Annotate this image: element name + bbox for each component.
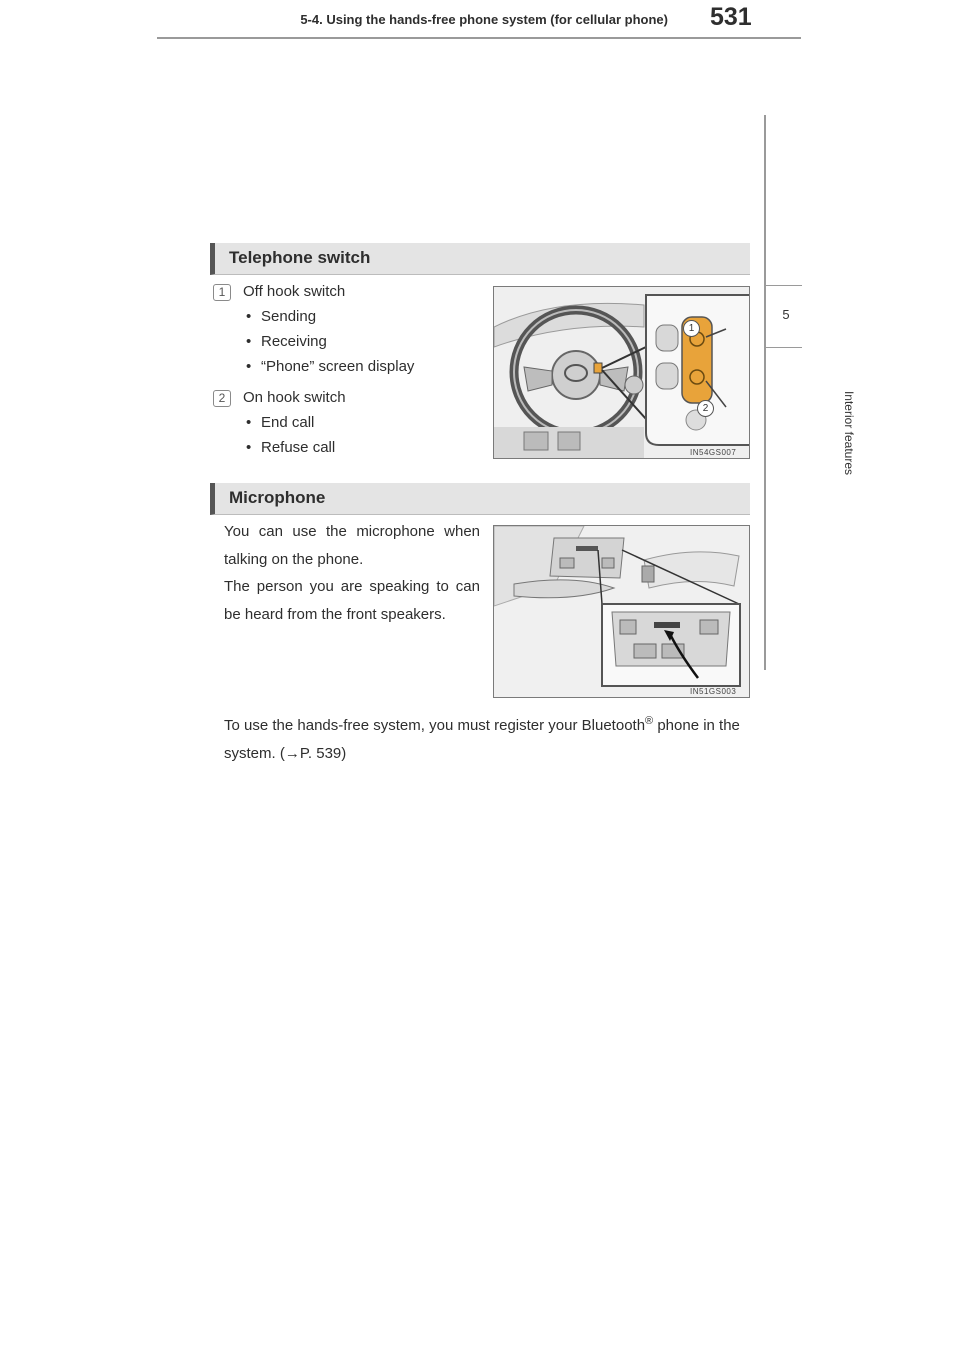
list-item: • Receiving (246, 333, 327, 350)
chapter-label-box (772, 363, 856, 503)
running-header: 5-4. Using the hands-free phone system (for cellular phone) (300, 12, 668, 27)
header-rule (157, 37, 801, 39)
figure-code: IN54GS007 (690, 448, 737, 457)
overhead-console-illustration (494, 526, 750, 698)
chapter-number: 5 (782, 307, 790, 322)
microphone-paragraph-1: You can use the microphone when talking on the phone. (224, 523, 480, 568)
chapter-side-tab (764, 115, 856, 670)
item-title-on-hook: On hook switch (243, 389, 346, 406)
figure-callout-1: 1 (683, 320, 700, 337)
note-text-end: phone in the system. (→P. 539) (224, 717, 740, 762)
item-title-off-hook: Off hook switch (243, 283, 346, 300)
list-item: • Refuse call (246, 439, 335, 456)
side-rule (764, 115, 766, 670)
steering-wheel-figure (493, 286, 750, 459)
figure-callout-2: 2 (697, 400, 714, 417)
page-number: 531 (710, 3, 752, 31)
callout-2: 2 (213, 390, 231, 407)
callout-1: 1 (213, 284, 231, 301)
side-rule-bottom (766, 347, 802, 348)
section-heading-text: Microphone (229, 488, 326, 507)
side-rule-top (766, 285, 802, 286)
note-text-start: To use the hands-free system, you must register your Bluetooth (224, 717, 646, 734)
steering-wheel-illustration (494, 287, 750, 459)
figure-code: IN51GS003 (690, 687, 737, 696)
list-item: • Sending (246, 308, 316, 325)
registered-mark: ® (645, 715, 654, 727)
microphone-paragraph-2: The person you are speaking to can be heard from the front speakers. (224, 578, 480, 623)
list-item: • “Phone” screen display (246, 358, 414, 375)
chapter-label: Interior features (842, 390, 856, 476)
overhead-console-figure (493, 525, 750, 698)
section-heading-microphone (210, 483, 750, 515)
section-heading-text: Telephone switch (229, 248, 371, 267)
section-heading-telephone-switch (210, 243, 750, 275)
registration-note (224, 707, 751, 768)
list-item: • End call (246, 414, 314, 431)
